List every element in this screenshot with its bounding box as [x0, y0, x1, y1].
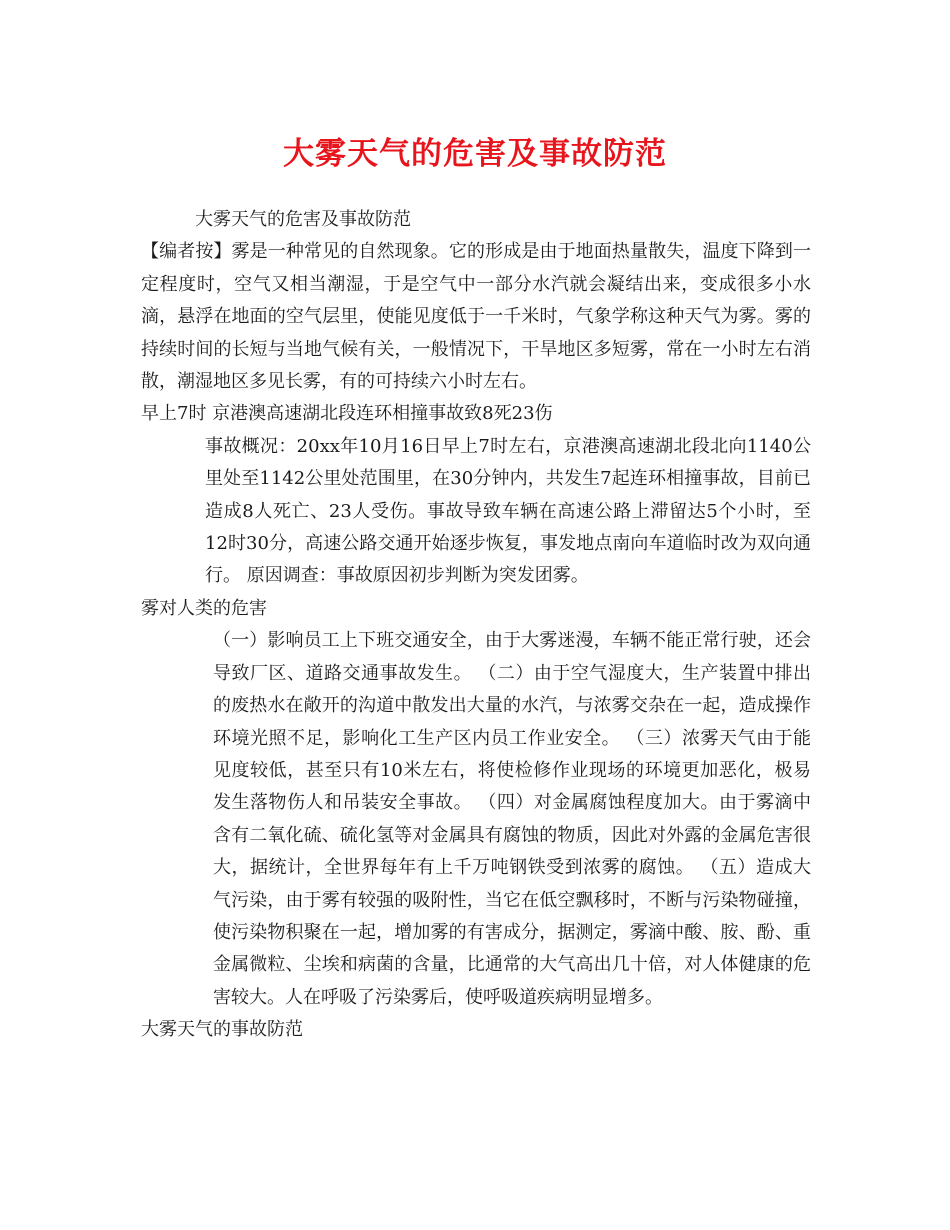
subtitle: 大雾天气的危害及事故防范	[195, 209, 411, 230]
document-title: 大雾天气的危害及事故防范	[283, 136, 667, 172]
accident-summary-paragraph: 事故概况：20xx年10月16日早上7时左右，京港澳高速湖北段北向1140公里处至1142公里处范围里，在30分钟内，共发生7起连环相撞事故，目前已造成8人死亡、23人受伤。事故导致车辆在高速公路上滞留达5个小时，至12时30分，高速公路交通开始逐步恢复，事发地点南向车道临时改为双向通行。 原因调查：事故原因初步判断为突发团雾。	[205, 435, 811, 587]
editor-note-paragraph: 【编者按】雾是一种常见的自然现象。它的形成是由于地面热量散失，温度下降到一定程度时，空气又相当潮湿，于是空气中一部分水汽就会凝结出来，变成很多小水滴，悬浮在地面的空气层里，使能见度低于一千米时，气象学称这种天气为雾。雾的持续时间的长短与当地气候有关，一般情况下，干旱地区多短雾，常在一小时左右消散，潮湿地区多见长雾，有的可持续六小时左右。	[141, 241, 811, 393]
harm-paragraph: （一）影响员工上下班交通安全，由于大雾迷漫，车辆不能正常行驶，还会导致厂区、道路交通事故发生。 （二）由于空气湿度大，生产装置中排出的废热水在敞开的沟道中散发出大量的水汽，与浓雾交杂在一起，造成操作环境光照不足，影响化工生产区内员工作业安全。 （三）浓雾天气由于能见度较低，甚至只有10米左右，将使检修作业现场的环境更加恶化，极易发生落物伤人和吊装安全事故。 （四）对金属腐蚀程度加大。由于雾滴中含有二氧化硫、硫化氢等对金属具有腐蚀的物质，因此对外露的金属危害很大，据统计，全世界每年有上千万吨钢铁受到浓雾的腐蚀。 （五）造成大气污染，由于雾有较强的吸附性，当它在低空飘移时，不断与污染物碰撞，使污染物积聚在一起，增加雾的有害成分，据测定，雾滴中酸、胺、酚、重金属微粒、尘埃和病菌的含量，比通常的大气高出几十倍，对人体健康的危害较大。人在呼吸了污染雾后，使呼吸道疾病明显增多。	[213, 630, 811, 1008]
prevention-heading: 大雾天气的事故防范	[141, 1019, 303, 1041]
news-headline: 早上7时 京港澳高速湖北段连环相撞事故致8死23伤	[141, 403, 553, 425]
harm-heading: 雾对人类的危害	[141, 597, 267, 619]
document-body	[141, 204, 811, 1047]
